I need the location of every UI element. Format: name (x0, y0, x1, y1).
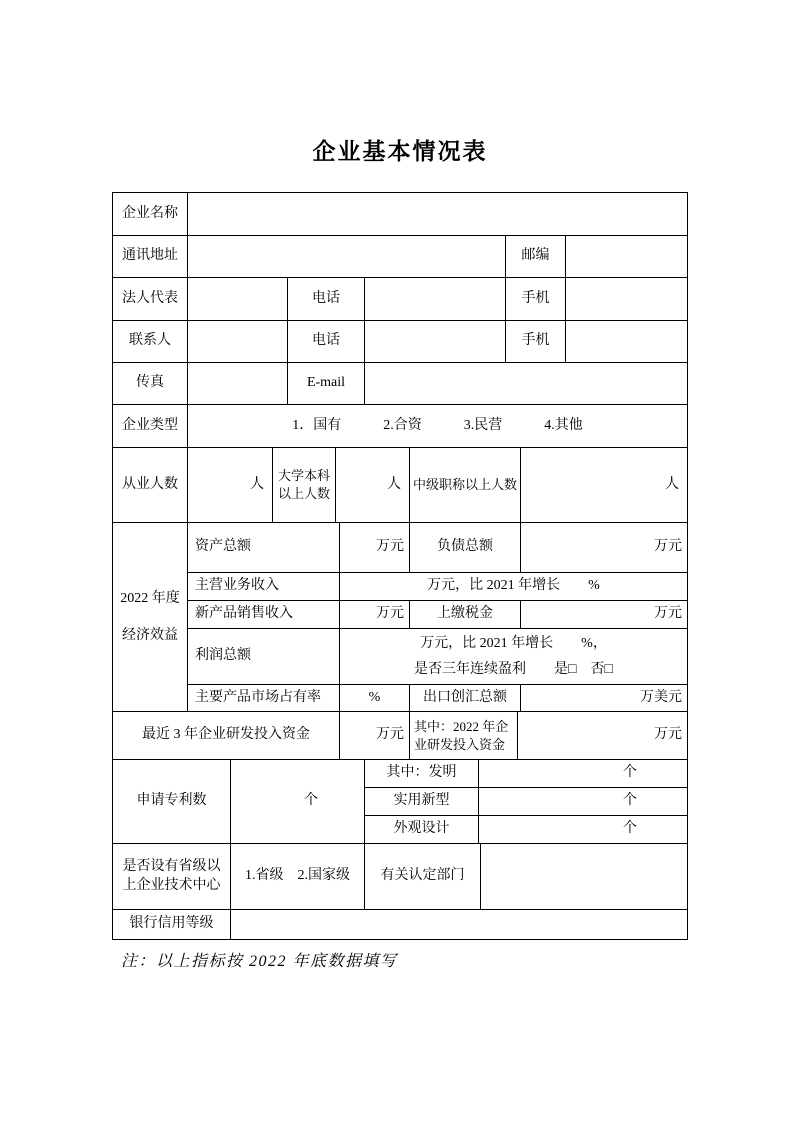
profit-value-cell[interactable] (340, 629, 687, 685)
table-row (113, 523, 687, 712)
legal-rep-label: 法人代表 (113, 278, 188, 321)
table-row (113, 321, 687, 363)
table-row (113, 236, 687, 278)
utility-model-count-cell[interactable]: 个 (479, 788, 687, 816)
legal-rep-mobile-label: 手机 (506, 278, 566, 321)
cert-dept-label: 有关认定部门 (365, 844, 481, 910)
rd-2022-label (410, 712, 518, 760)
new-product-value-cell[interactable]: 万元 (340, 601, 410, 629)
bank-credit-label: 银行信用等级 (113, 910, 231, 939)
market-share-value-cell[interactable]: % (340, 685, 410, 712)
legal-rep-phone-input[interactable] (365, 278, 506, 321)
email-label: E-mail (288, 363, 365, 405)
new-product-income-label: 新产品销售收入 (188, 601, 340, 629)
table-row (188, 573, 687, 601)
profit-label: 利润总额 (188, 629, 340, 685)
contact-label: 联系人 (113, 321, 188, 363)
table-row (188, 629, 687, 685)
legal-rep-input[interactable] (188, 278, 288, 321)
contact-input[interactable] (188, 321, 288, 363)
rd-funding-label: 最近 3 年企业研发投入资金 (113, 712, 340, 760)
contact-phone-label: 电话 (288, 321, 365, 363)
table-row (365, 816, 687, 844)
table-row (365, 788, 687, 816)
patents-label: 申请专利数 (113, 760, 231, 844)
mid-title-count-cell[interactable]: 人 (521, 448, 687, 523)
label-text: 大学本科 以上人数 (277, 468, 330, 501)
design-count-cell[interactable]: 个 (479, 816, 687, 844)
invention-label: 其中：发明 (365, 760, 479, 788)
export-label: 出口创汇总额 (410, 685, 521, 712)
label-text: 是否设有省级以 上企业技术中心 (122, 858, 221, 893)
enterprise-type-options[interactable]: 1．国有 2.合资 3.民营 4.其他 (188, 405, 687, 448)
economy-subtable (188, 523, 687, 712)
table-row (188, 601, 687, 629)
legal-rep-phone-label: 电话 (288, 278, 365, 321)
legal-rep-mobile-input[interactable] (566, 278, 687, 321)
contact-mobile-input[interactable] (566, 321, 687, 363)
table-row (188, 523, 687, 573)
table-row (188, 685, 687, 712)
liabilities-label: 负债总额 (410, 523, 521, 573)
economy-year-label (113, 523, 188, 712)
liabilities-value-cell[interactable]: 万元 (521, 523, 687, 573)
profit-note-text: 万元，比 2021 年增长 %， 是否三年连续盈利 是□ 否□ (414, 635, 613, 677)
utility-model-label: 实用新型 (365, 788, 479, 816)
employees-count-cell[interactable]: 人 (188, 448, 273, 523)
assets-label: 资产总额 (188, 523, 340, 573)
bachelor-degree-label (273, 448, 336, 523)
email-input[interactable] (365, 363, 687, 405)
label-text: 2022 年度 经济效益 (120, 591, 180, 643)
rd-2022-value-cell[interactable]: 万元 (518, 712, 687, 760)
table-row (113, 405, 687, 448)
tax-label: 上缴税金 (410, 601, 521, 629)
tech-center-options[interactable]: 1.省级 2.国家级 (231, 844, 365, 910)
tech-center-label (113, 844, 231, 910)
contact-phone-input[interactable] (365, 321, 506, 363)
table-row (113, 910, 687, 939)
market-share-label: 主要产品市场占有率 (188, 685, 340, 712)
fax-input[interactable] (188, 363, 288, 405)
tax-value-cell[interactable]: 万元 (521, 601, 687, 629)
address-input[interactable] (188, 236, 506, 278)
table-row (113, 760, 687, 844)
table-row (113, 193, 687, 236)
form-note: 注：以上指标按 2022 年底数据填写 (121, 953, 398, 970)
patents-subtable (365, 760, 687, 844)
table-row (113, 363, 687, 405)
contact-mobile-label: 手机 (506, 321, 566, 363)
assets-value-cell[interactable]: 万元 (340, 523, 410, 573)
enterprise-info-table (112, 192, 688, 940)
employees-label: 从业人数 (113, 448, 188, 523)
patents-count-cell[interactable]: 个 (231, 760, 365, 844)
address-label: 通讯地址 (113, 236, 188, 278)
table-row (113, 448, 687, 523)
main-income-label: 主营业务收入 (188, 573, 340, 601)
fax-label: 传真 (113, 363, 188, 405)
bank-credit-input[interactable] (231, 910, 687, 939)
enterprise-name-label: 企业名称 (113, 193, 188, 236)
postal-code-input[interactable] (566, 236, 687, 278)
main-income-value-cell[interactable]: 万元，比 2021 年增长 % (340, 573, 687, 601)
table-row (365, 760, 687, 788)
enterprise-name-input[interactable] (188, 193, 687, 236)
rd-funding-value-cell[interactable]: 万元 (340, 712, 410, 760)
table-row (113, 278, 687, 321)
postal-code-label: 邮编 (506, 236, 566, 278)
label-text: 其中：2022 年企 业研发投入资金 (414, 718, 509, 752)
design-label: 外观设计 (365, 816, 479, 844)
mid-title-label: 中级职称以上人数 (410, 448, 521, 523)
table-row (113, 712, 687, 760)
invention-count-cell[interactable]: 个 (479, 760, 687, 788)
export-value-cell[interactable]: 万美元 (521, 685, 687, 712)
table-row (113, 844, 687, 910)
form-title: 企业基本情况表 (312, 139, 488, 164)
bachelor-count-cell[interactable]: 人 (336, 448, 410, 523)
enterprise-type-label: 企业类型 (113, 405, 188, 448)
cert-dept-input[interactable] (481, 844, 687, 910)
